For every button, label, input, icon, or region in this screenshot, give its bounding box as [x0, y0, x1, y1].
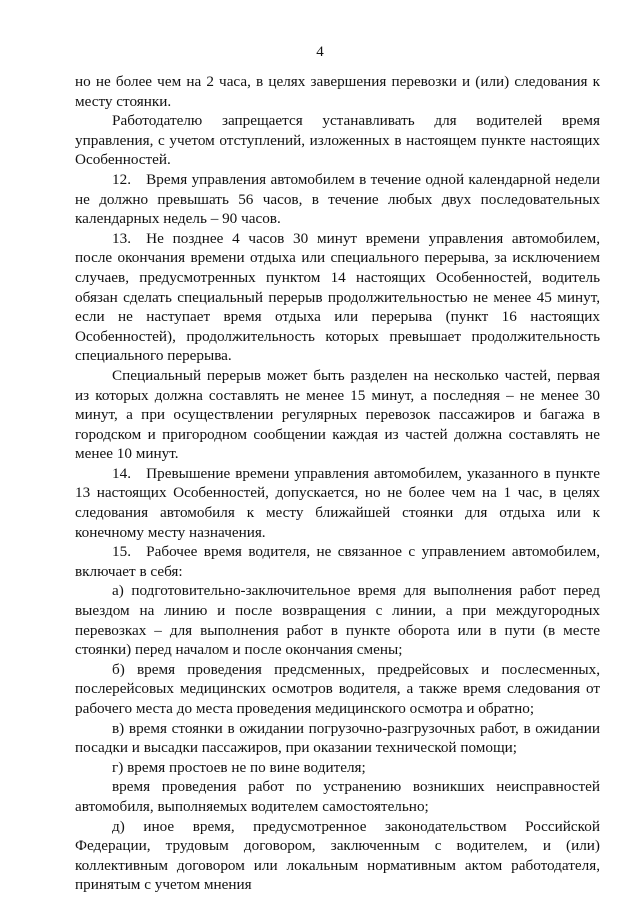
paragraph-special-break: Специальный перерыв может быть разделен на несколько частей, первая из которых должна составлять не менее 15 минут, а последняя – не менее 30 минут, а при осуществлении регулярных перевозок пассажиров и багажа в городском и пригородном сообщении каждая из частей должна составлять не менее 10 минут. [75, 366, 600, 463]
paragraph-subitem-a: а) подготовительно-заключительное время для выполнения работ перед выездом на линию и после возвращения с линии, а при междугородных перевозках – для выполнения работ в пункте оборота или в пути (в месте стоянки) перед началом и после окончания смены; [75, 582, 600, 659]
paragraph-subitem-d: д) иное время, предусмотренное законодательством Российской Федерации, трудовым договором, заключенным с водителем, и (или) коллективным договором или локальным нормативным актом работодателя, принятым с учетом мнения [75, 817, 600, 894]
paragraph-subitem-g: г) время простоев не по вине водителя; [112, 758, 366, 776]
paragraph-item-15: 15. Рабочее время водителя, не связанное с управлением автомобилем, включает в себя: [75, 543, 600, 580]
page-number: 4 [316, 44, 324, 60]
paragraph-item-13: 13. Не позднее 4 часов 30 минут времени управления автомобилем, после окончания времени отдыха или специального перерыва, за исключением случаев, предусмотренных пунктом 14 настоящих Особенностей, водитель обязан сделать специальный перерыв продолжительностью не менее 45 минут, если не наступает время отдыха или перерыва (пункт 16 настоящих Особенностей), продолжительность которых превышает продолжительность специального перерыва. [75, 229, 600, 365]
document-body [75, 72, 600, 895]
paragraph-repair-time: время проведения работ по устранению возникших неисправностей автомобиля, выполняемых водителем самостоятельно; [75, 778, 600, 815]
paragraph-employer-prohibition: Работодателю запрещается устанавливать для водителей время управления, с учетом отступлений, изложенных в настоящем пункте настоящих Особенностей. [75, 112, 600, 169]
paragraph-continuation: но не более чем на 2 часа, в целях завершения перевозки и (или) следования к месту стоянки. [75, 73, 600, 110]
paragraph-subitem-v: в) время стоянки в ожидании погрузочно-разгрузочных работ, в ожидании посадки и высадки пассажиров, при оказании технической помощи; [75, 719, 600, 757]
paragraph-item-14: 14. Превышение времени управления автомобилем, указанного в пункте 13 настоящих Особенностей, допускается, но не более чем на 1 час, в целях следования автомобиля к месту ближайшей стоянки для отдыха или к конечному месту назначения. [75, 464, 600, 541]
paragraph-subitem-b: б) время проведения предсменных, предрейсовых и послесменных, послерейсовых медицинских осмотров водителя, а также время следования от рабочего места до места проведения медицинского осмотра и обратно; [75, 660, 600, 717]
paragraph-item-12: 12. Время управления автомобилем в течение одной календарной недели не должно превышать 56 часов, в течение любых двух последовательных календарных недель – 90 часов. [75, 170, 600, 228]
